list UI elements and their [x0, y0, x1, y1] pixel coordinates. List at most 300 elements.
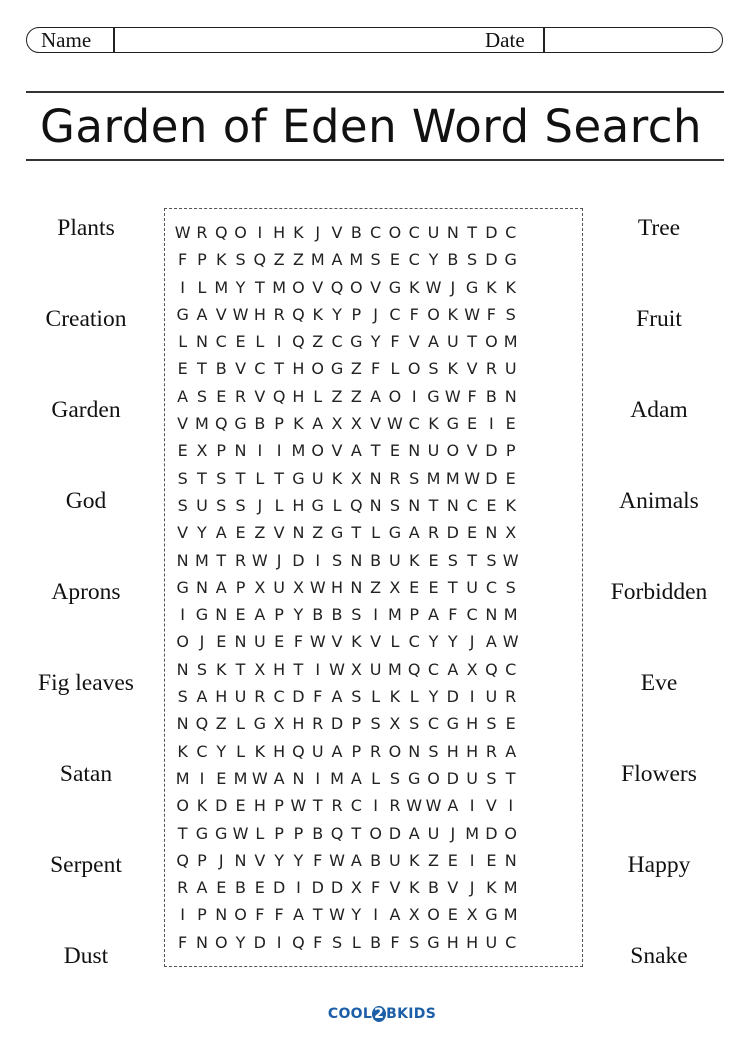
grid-row	[173, 328, 520, 355]
grid-letter: U	[273, 577, 285, 597]
grid-letter: Z	[331, 386, 343, 406]
grid-letter: D	[292, 687, 305, 707]
grid-letter: S	[177, 468, 188, 488]
grid-letter: A	[273, 768, 285, 788]
grid-letter: G	[195, 823, 209, 843]
grid-letter: S	[331, 550, 343, 570]
grid-letter: V	[331, 441, 343, 461]
word-list-item: Aprons	[51, 579, 121, 605]
grid-letter: I	[469, 796, 475, 816]
grid-letter: E	[274, 632, 285, 652]
grid-letter: X	[331, 414, 343, 434]
grid-letter: D	[485, 468, 498, 488]
grid-letter: K	[293, 223, 304, 242]
grid-letter: P	[274, 823, 284, 843]
grid-letter: R	[234, 386, 247, 406]
grid-letter: O	[407, 359, 421, 379]
grid-letter: H	[292, 386, 305, 406]
grid-letter: V	[273, 523, 285, 543]
grid-letter: Y	[428, 687, 439, 707]
grid-letter: A	[292, 905, 304, 925]
grid-letter: S	[467, 250, 478, 270]
grid-letter: A	[254, 605, 266, 625]
grid-letter: B	[370, 850, 382, 870]
grid-letter: X	[505, 523, 517, 543]
grid-letter: X	[466, 905, 478, 925]
grid-letter: Z	[254, 523, 266, 543]
grid-letter: M	[195, 414, 209, 434]
grid-letter: Y	[235, 277, 246, 297]
grid-letter: S	[235, 495, 246, 515]
grid-letter: E	[447, 850, 458, 870]
grid-letter: B	[350, 223, 362, 242]
grid-letter: N	[485, 605, 498, 625]
grid-letter: T	[447, 577, 458, 597]
grid-letter: S	[447, 550, 458, 570]
grid-letter: T	[274, 359, 285, 379]
grid-letter: T	[312, 796, 323, 816]
grid-letter: K	[447, 304, 459, 324]
grid-letter: E	[235, 796, 246, 816]
grid-letter: A	[408, 523, 420, 543]
grid-letter: R	[427, 523, 440, 543]
grid-row	[173, 274, 520, 301]
grid-letter: N	[369, 495, 382, 515]
grid-letter: Y	[235, 932, 246, 952]
grid-letter: J	[450, 277, 456, 297]
grid-letter: W	[502, 632, 519, 652]
grid-letter: N	[292, 523, 305, 543]
grid-letter: I	[373, 796, 378, 816]
grid-letter: K	[408, 550, 420, 570]
grid-letter: K	[215, 250, 227, 270]
word-search-grid-box	[164, 208, 583, 967]
grid-letter: N	[195, 577, 208, 597]
grid-letter: U	[504, 359, 517, 379]
grid-letter: Z	[370, 577, 382, 597]
grid-letter: F	[486, 304, 496, 324]
grid-row	[173, 465, 520, 492]
grid-letter: U	[389, 850, 401, 870]
grid-letter: M	[445, 468, 460, 488]
word-list-item: Plants	[57, 215, 115, 241]
grid-letter: M	[388, 605, 402, 625]
grid-letter: W	[329, 850, 345, 870]
grid-letter: I	[373, 605, 378, 625]
grid-letter: N	[215, 905, 228, 925]
grid-letter: A	[350, 768, 362, 788]
grid-letter: F	[178, 932, 188, 952]
grid-letter: G	[504, 250, 517, 270]
grid-letter: S	[389, 768, 400, 788]
grid-letter: W	[232, 823, 249, 843]
grid-letter: E	[389, 250, 400, 270]
grid-row	[173, 929, 520, 956]
grid-letter: E	[505, 714, 516, 734]
grid-letter: A	[196, 687, 208, 707]
grid-letter: I	[411, 386, 417, 406]
grid-letter: E	[389, 441, 400, 461]
grid-letter: V	[466, 359, 478, 379]
grid-letter: R	[485, 741, 497, 761]
grid-letter: T	[505, 768, 516, 788]
grid-letter: A	[485, 632, 497, 652]
grid-letter: V	[485, 796, 497, 816]
grid-letter: P	[197, 850, 207, 870]
grid-letter: X	[350, 659, 362, 679]
grid-letter: H	[273, 659, 286, 679]
grid-letter: O	[311, 441, 325, 461]
grid-letter: B	[428, 878, 439, 898]
word-list-item: Garden	[51, 397, 121, 423]
grid-letter: G	[215, 823, 228, 843]
word-list-item: Creation	[45, 306, 127, 332]
grid-letter: N	[350, 577, 363, 597]
grid-letter: V	[447, 878, 459, 898]
grid-row	[173, 492, 520, 519]
grid-letter: L	[255, 823, 265, 843]
grid-letter: O	[388, 223, 402, 242]
grid-letter: H	[253, 796, 266, 816]
grid-letter: M	[388, 659, 402, 679]
grid-letter: C	[370, 223, 382, 242]
grid-letter: Q	[330, 277, 344, 297]
grid-row	[173, 847, 520, 874]
word-list-item: Flowers	[621, 761, 697, 787]
grid-letter: H	[466, 714, 479, 734]
grid-letter: N	[504, 850, 517, 870]
grid-letter: G	[195, 605, 209, 625]
grid-letter: Z	[273, 250, 285, 270]
grid-letter: P	[274, 414, 284, 434]
grid-letter: O	[388, 386, 402, 406]
grid-letter: S	[216, 495, 227, 515]
grid-row	[173, 738, 520, 765]
grid-letter: S	[505, 577, 516, 597]
grid-letter: D	[330, 878, 344, 898]
grid-letter: F	[467, 386, 477, 406]
grid-letter: P	[274, 605, 284, 625]
grid-letter: R	[331, 796, 343, 816]
grid-letter: K	[505, 277, 516, 297]
grid-letter: T	[177, 823, 188, 843]
title-bottom-rule	[26, 159, 724, 161]
grid-letter: Y	[274, 850, 285, 870]
grid-letter: M	[310, 250, 325, 270]
grid-letter: S	[428, 359, 439, 379]
grid-letter: U	[196, 495, 208, 515]
grid-letter: A	[350, 850, 362, 870]
grid-letter: V	[215, 304, 227, 324]
grid-letter: T	[428, 495, 439, 515]
grid-letter: Z	[312, 523, 324, 543]
grid-letter: U	[485, 932, 498, 952]
grid-letter: F	[448, 605, 458, 625]
grid-letter: E	[177, 359, 188, 379]
grid-letter: R	[505, 687, 517, 707]
grid-letter: D	[446, 523, 459, 543]
grid-letter: K	[428, 414, 439, 434]
grid-letter: I	[315, 768, 321, 788]
grid-letter: D	[485, 823, 498, 843]
grid-letter: P	[274, 796, 284, 816]
grid-letter: L	[197, 277, 207, 297]
grid-letter: X	[273, 714, 285, 734]
date-label: Date	[485, 28, 525, 52]
grid-letter: T	[274, 468, 285, 488]
grid-letter: I	[469, 687, 475, 707]
grid-letter: E	[447, 905, 458, 925]
grid-letter: J	[373, 304, 378, 324]
grid-letter: G	[408, 768, 421, 788]
grid-letter: K	[177, 741, 188, 761]
grid-letter: C	[505, 659, 517, 679]
grid-letter: B	[447, 250, 459, 270]
grid-letter: L	[255, 468, 265, 488]
grid-letter: K	[408, 277, 420, 297]
grid-letter: G	[330, 523, 344, 543]
grid-letter: U	[234, 687, 247, 707]
grid-letter: N	[234, 441, 247, 461]
grid-letter: W	[406, 796, 423, 816]
grid-letter: B	[312, 605, 324, 625]
grid-letter: E	[235, 523, 246, 543]
grid-letter: N	[176, 550, 189, 570]
grid-letter: V	[331, 223, 343, 242]
grid-letter: Q	[330, 823, 344, 843]
grid-letter: M	[195, 550, 209, 570]
grid-letter: N	[408, 741, 421, 761]
grid-letter: K	[486, 878, 497, 898]
grid-row	[173, 219, 520, 246]
grid-letter: O	[234, 905, 247, 925]
grid-letter: D	[292, 550, 305, 570]
grid-letter: S	[409, 714, 420, 734]
grid-letter: A	[428, 605, 439, 625]
grid-row	[173, 547, 520, 574]
word-list-item: Eve	[640, 670, 678, 696]
grid-letter: U	[311, 741, 324, 761]
grid-letter: E	[177, 441, 188, 461]
grid-letter: S	[177, 687, 188, 707]
grid-letter: W	[329, 905, 345, 925]
grid-letter: S	[351, 687, 362, 707]
grid-letter: O	[388, 741, 402, 761]
grid-letter: U	[369, 659, 382, 679]
grid-letter: D	[272, 878, 286, 898]
grid-row	[173, 765, 520, 792]
grid-letter: X	[466, 659, 478, 679]
grid-letter: S	[216, 468, 227, 488]
grid-letter: V	[408, 332, 420, 352]
grid-letter: D	[388, 823, 402, 843]
grid-letter: O	[485, 332, 498, 352]
grid-letter: D	[485, 223, 498, 242]
grid-letter: C	[485, 577, 497, 597]
grid-letter: T	[254, 277, 265, 297]
grid-letter: Q	[195, 714, 209, 734]
grid-letter: F	[409, 304, 419, 324]
grid-letter: N	[195, 332, 208, 352]
grid-letter: P	[351, 304, 362, 324]
grid-letter: A	[177, 386, 189, 406]
grid-letter: Y	[293, 605, 304, 625]
grid-letter: M	[426, 468, 441, 488]
grid-letter: S	[196, 659, 208, 679]
grid-letter: C	[408, 223, 420, 242]
grid-letter: W	[309, 577, 326, 597]
grid-letter: V	[370, 414, 382, 434]
grid-letter: B	[331, 605, 343, 625]
grid-letter: W	[464, 304, 481, 324]
grid-letter: T	[467, 332, 477, 352]
grid-letter: I	[489, 414, 494, 434]
grid-letter: G	[176, 577, 189, 597]
grid-letter: A	[215, 577, 227, 597]
grid-letter: M	[291, 441, 306, 461]
grid-letter: J	[315, 223, 321, 242]
grid-letter: L	[255, 332, 265, 352]
grid-letter: S	[351, 605, 362, 625]
grid-row	[173, 383, 520, 410]
grid-letter: N	[446, 495, 459, 515]
grid-letter: Y	[428, 250, 439, 270]
grid-letter: B	[254, 414, 266, 434]
grid-letter: O	[311, 359, 325, 379]
grid-row	[173, 874, 520, 901]
grid-letter: F	[178, 250, 188, 270]
grid-letter: M	[503, 905, 518, 925]
grid-letter: N	[408, 441, 421, 461]
grid-letter: G	[485, 905, 498, 925]
grid-letter: W	[502, 550, 519, 570]
grid-letter: Y	[293, 850, 304, 870]
grid-letter: H	[273, 741, 286, 761]
grid-letter: T	[235, 659, 246, 679]
grid-letter: G	[350, 332, 363, 352]
grid-letter: S	[505, 304, 516, 324]
grid-letter: I	[257, 441, 263, 461]
grid-letter: Y	[428, 632, 439, 652]
grid-letter: R	[254, 687, 266, 707]
grid-letter: C	[408, 632, 420, 652]
grid-letter: G	[176, 304, 189, 324]
grid-letter: W	[251, 550, 268, 570]
grid-letter: S	[196, 386, 208, 406]
grid-letter: H	[466, 741, 479, 761]
grid-letter: C	[408, 414, 420, 434]
grid-letter: Q	[350, 495, 363, 515]
grid-letter: G	[427, 386, 440, 406]
grid-row	[173, 901, 520, 928]
grid-letter: F	[390, 332, 400, 352]
grid-letter: A	[331, 250, 343, 270]
grid-letter: K	[408, 878, 420, 898]
grid-letter: E	[428, 577, 439, 597]
grid-letter: O	[504, 823, 517, 843]
grid-letter: E	[254, 878, 265, 898]
grid-letter: H	[273, 223, 286, 242]
grid-letter: K	[505, 495, 516, 515]
grid-letter: T	[216, 550, 227, 570]
grid-letter: H	[292, 714, 305, 734]
grid-letter: E	[486, 495, 497, 515]
grid-letter: N	[485, 523, 498, 543]
grid-letter: G	[388, 277, 402, 297]
grid-letter: K	[215, 659, 227, 679]
grid-letter: D	[485, 441, 498, 461]
grid-letter: L	[236, 714, 245, 734]
grid-letter: C	[505, 932, 517, 952]
grid-letter: C	[466, 495, 478, 515]
grid-letter: X	[408, 905, 420, 925]
grid-letter: S	[370, 714, 381, 734]
grid-letter: K	[312, 304, 323, 324]
grid-letter: V	[331, 632, 343, 652]
grid-letter: P	[293, 823, 304, 843]
grid-letter: M	[272, 277, 287, 297]
grid-letter: I	[373, 905, 378, 925]
grid-letter: V	[177, 523, 189, 543]
grid-letter: X	[389, 577, 401, 597]
grid-letter: L	[371, 768, 381, 788]
grid-letter: A	[312, 414, 324, 434]
grid-letter: F	[371, 878, 381, 898]
grid-letter: P	[197, 905, 207, 925]
grid-letter: S	[235, 250, 246, 270]
grid-letter: D	[485, 250, 498, 270]
grid-letter: W	[387, 414, 403, 434]
grid-letter: X	[254, 659, 266, 679]
grid-letter: P	[197, 250, 207, 270]
grid-letter: O	[214, 932, 228, 952]
grid-letter: R	[196, 223, 208, 242]
grid-letter: Y	[351, 905, 362, 925]
word-list-item: Tree	[637, 215, 681, 241]
grid-letter: M	[503, 605, 518, 625]
grid-letter: V	[389, 878, 401, 898]
grid-letter: O	[427, 905, 440, 925]
grid-letter: R	[312, 714, 324, 734]
grid-letter: M	[175, 768, 190, 788]
grid-letter: Z	[350, 359, 362, 379]
grid-letter: Y	[216, 741, 227, 761]
grid-letter: H	[292, 359, 305, 379]
word-search-grid	[173, 219, 520, 956]
grid-letter: O	[350, 277, 363, 297]
grid-letter: E	[216, 878, 227, 898]
grid-letter: C	[350, 796, 362, 816]
grid-letter: I	[199, 768, 205, 788]
grid-letter: N	[234, 850, 247, 870]
grid-letter: J	[276, 550, 282, 570]
grid-letter: M	[503, 878, 518, 898]
grid-letter: V	[235, 359, 247, 379]
grid-letter: M	[503, 332, 518, 352]
grid-letter: Q	[272, 386, 286, 406]
grid-letter: M	[214, 277, 229, 297]
grid-letter: A	[408, 823, 420, 843]
grid-letter: H	[331, 577, 344, 597]
grid-letter: K	[331, 468, 343, 488]
grid-letter: U	[466, 577, 478, 597]
grid-letter: N	[369, 468, 382, 488]
grid-letter: B	[312, 823, 324, 843]
grid-letter: N	[234, 632, 247, 652]
grid-letter: Q	[292, 932, 305, 952]
grid-letter: J	[218, 850, 224, 870]
grid-letter: L	[371, 523, 381, 543]
